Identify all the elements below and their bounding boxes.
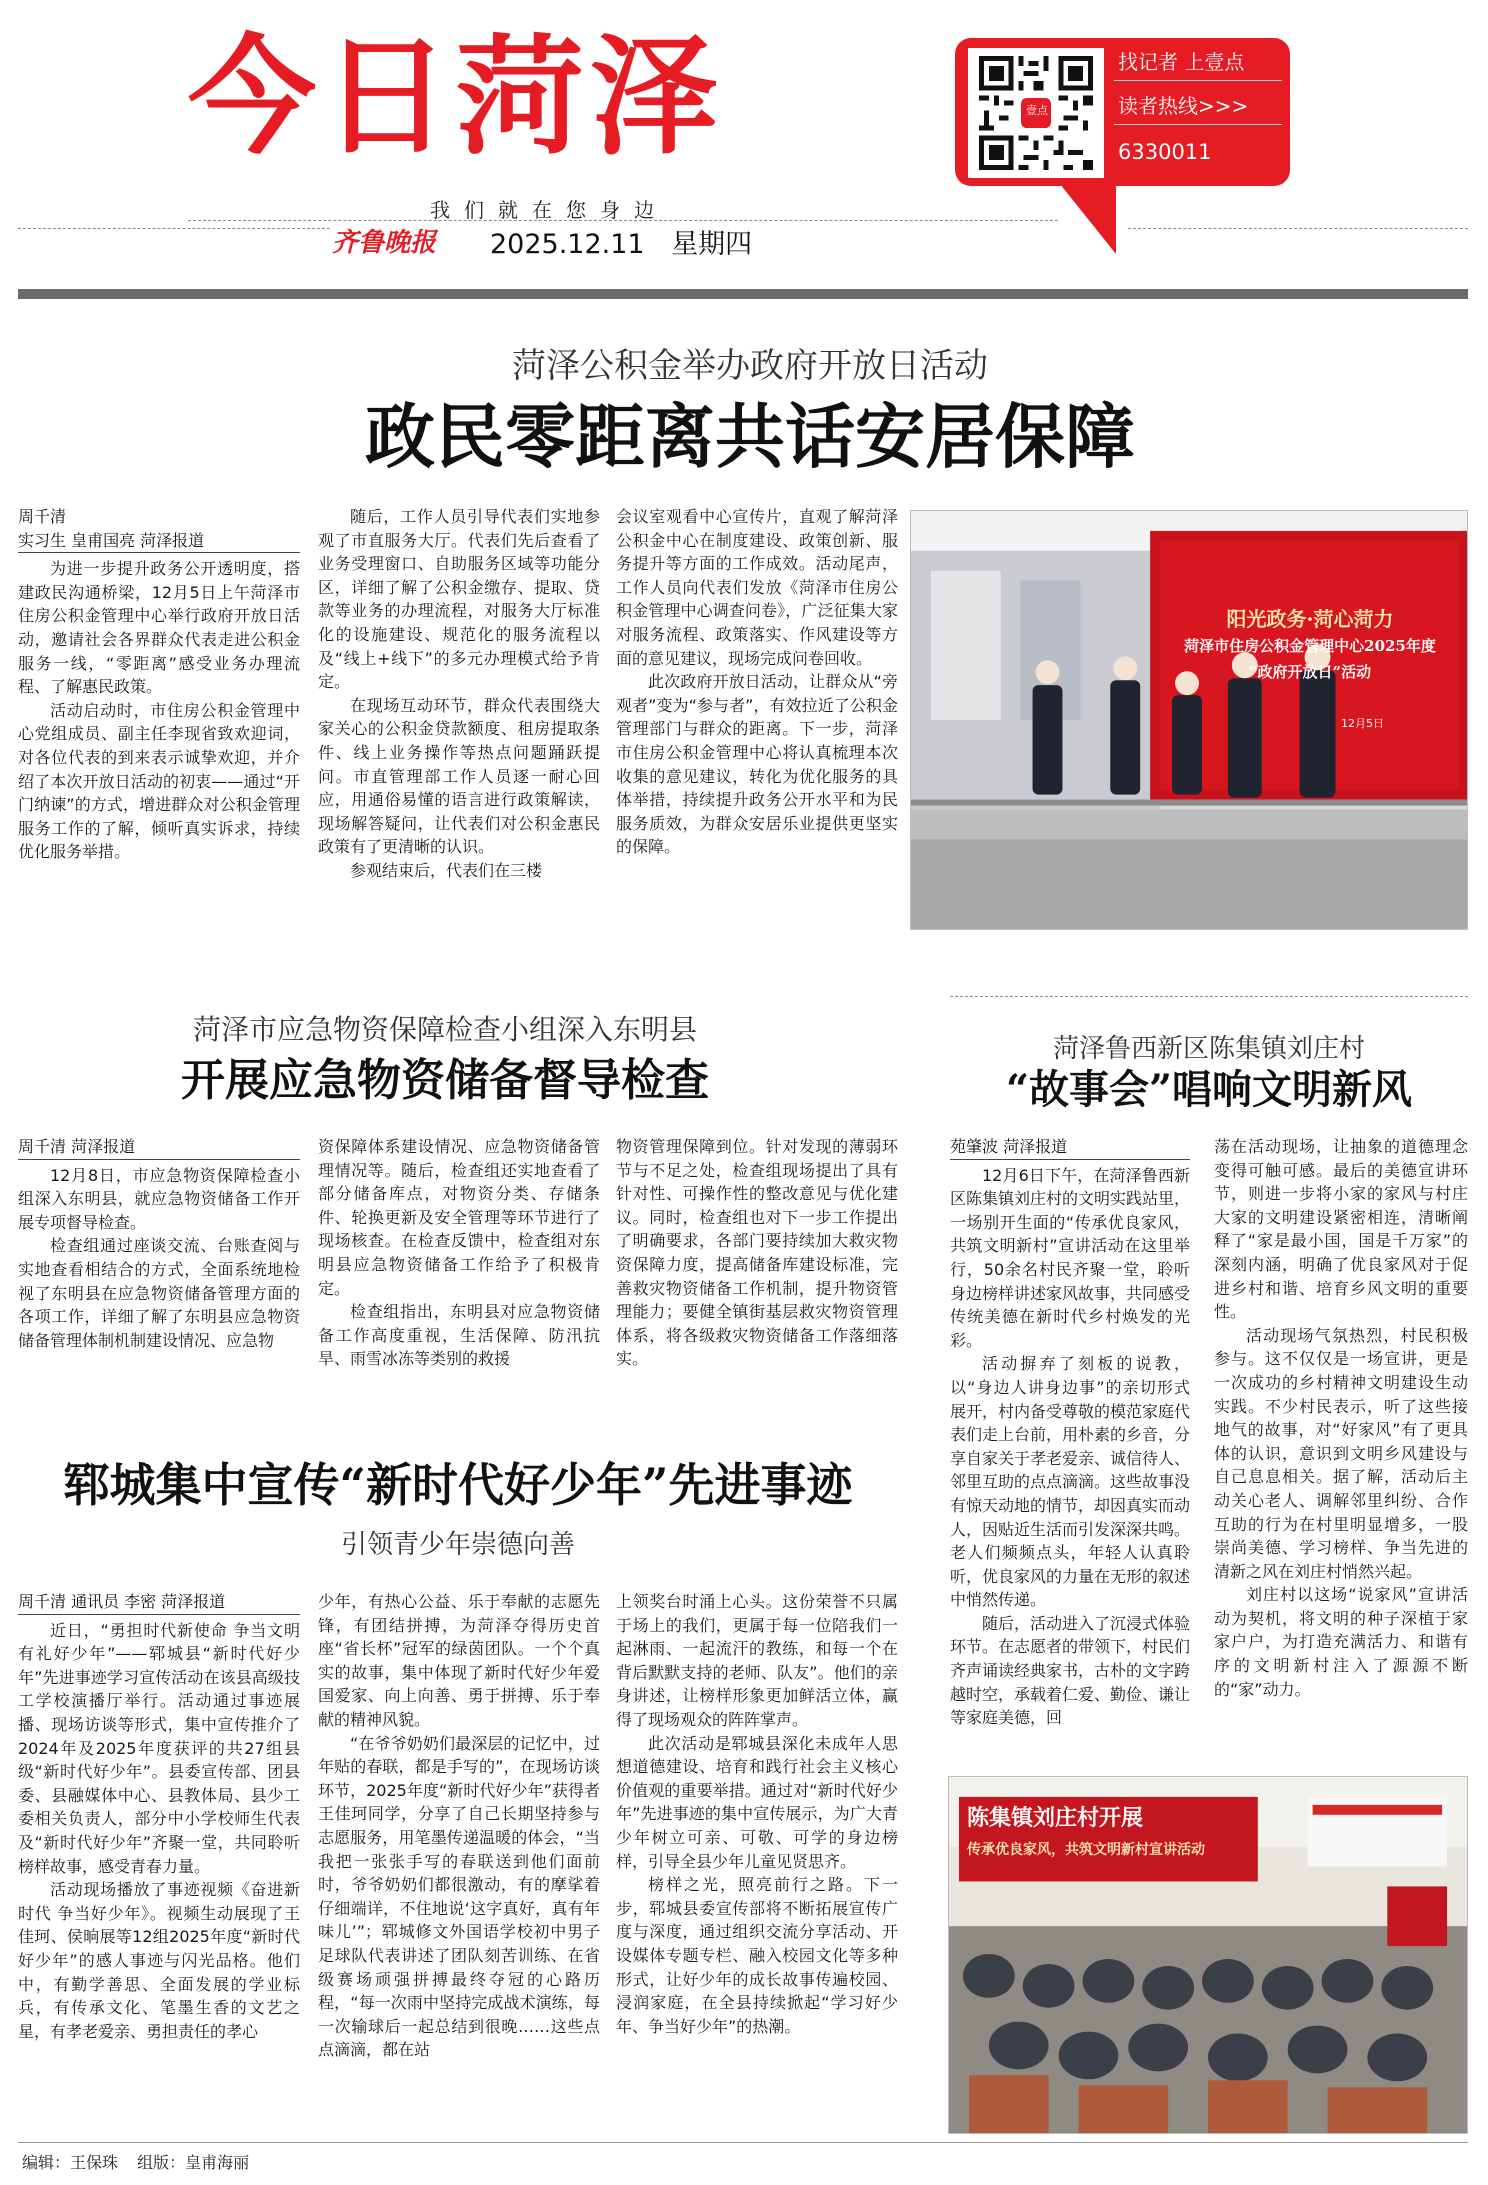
- article1-headline: 政民零距离共话安居保障: [365, 395, 1135, 478]
- article3-column-1: [950, 1135, 1190, 1755]
- article3-column-2: [1214, 1135, 1468, 1755]
- photo-banner-line1: 陈集镇刘庄村开展: [967, 1806, 1144, 1831]
- hotline-label: 读者热线>>>: [1118, 94, 1249, 118]
- masthead-dashed-rule: [188, 220, 1058, 221]
- article3-photo: [948, 1776, 1468, 2134]
- paragraph: 随后，活动进入了沉浸式体验环节。在志愿者的带领下，村民们齐声诵读经典家书，古朴的文字跨越时空，承载着仁爱、勤俭、谦让等家庭美德，回: [950, 1613, 1190, 1728]
- paragraph: 榜样之光，照亮前行之路。下一步，郓城县委宣传部将不断拓展宣传广度与深度，通过组织交流分享活动、开设媒体专题专栏、融入校园文化等多种形式，让好少年的成长故事传遍校园、浸润家庭，在全县持续掀起“学习好少年、争当好少年”的热潮。: [616, 1875, 898, 2036]
- byline-reporter: 周千清 菏泽报道: [18, 1137, 136, 1156]
- article1-column-1: [18, 505, 300, 935]
- byline-reporter: 周千清 通讯员 李密 菏泽报道: [18, 1592, 226, 1611]
- article1-column-2: [318, 505, 600, 935]
- byline-intern: 实习生 皇甫国亮 菏泽报道: [18, 530, 205, 550]
- paragraph: 参观结束后，代表们在三楼: [350, 860, 543, 880]
- article2-column-1: [18, 1135, 300, 1425]
- byline-reporter: 周千清: [18, 507, 67, 526]
- masthead-dashed-rule-right: [1128, 228, 1468, 229]
- article1-photo: [910, 510, 1468, 930]
- photo-banner-line3: “政府开放日”活动: [1248, 663, 1372, 681]
- article3-kicker: 菏泽鲁西新区陈集镇刘庄村: [1052, 1034, 1365, 1064]
- footer-credits: [22, 2150, 422, 2173]
- contact-divider: [1114, 124, 1282, 125]
- hotline-number: 6330011: [1118, 140, 1212, 164]
- paragraph: 资保障体系建设情况、应急物资储备管理情况等。随后，检查组还实地查看了部分储备库点，对物资分类、存储条件、轮换更新及安全管理等环节进行了现场核查。在检查反馈中，检查组对东明县应急物资储备工作给予了积极肯定。: [318, 1137, 600, 1298]
- paragraph: 检查组通过座谈交流、台账查阅与实地查看相结合的方式，全面系统地检视了东明县在应急物资储备管理方面的各项工作，详细了解了东明县应急物资储备管理体制机制建设情况、应急物: [18, 1236, 300, 1350]
- article1-column-3: [616, 505, 898, 935]
- paragraph: 刘庄村以这场“说家风”宣讲活动为契机，将文明的种子深植于家家户户，为打造充满活力、和谐有序的文明新村注入了源源不断的“家”动力。: [1214, 1585, 1468, 1699]
- article3-headline: “故事会”唱响文明新风: [1005, 1066, 1412, 1113]
- article3-byline: [950, 1135, 1190, 1160]
- article2-byline: [18, 1135, 300, 1160]
- article2-column-2: [318, 1135, 600, 1425]
- article4-byline: [18, 1590, 300, 1615]
- paragraph: 此次活动是郓城县深化未成年人思想道德建设、培育和践行社会主义核心价值观的重要举措。通过对“新时代好少年”先进事迹的集中宣传展示，为广大青少年树立可亲、可敬、可学的身边榜样，引导全县少年儿童见贤思齐。: [616, 1733, 898, 1871]
- article4-headline: 郓城集中宣传“新时代好少年”先进事迹: [63, 1458, 853, 1512]
- contact-divider: [1114, 80, 1282, 81]
- paragraph: 会议室观看中心宣传片，直观了解菏泽公积金中心在制度建设、政策创新、服务提升等方面的工作成效。活动尾声，工作人员向代表们发放《菏泽市住房公积金管理中心调查问卷》，广泛征集大家对服务流程、政策落实、作风建设等方面的意见建议，现场完成问卷回收。: [616, 507, 898, 668]
- photo-banner-date: 12月5日: [1341, 717, 1384, 730]
- paragraph: 活动启动时，市住房公积金管理中心党组成员、副主任李现省致欢迎词，对各位代表的到来表示诚挚欢迎，并介绍了本次开放日活动的初衷——通过“开门纳谏”的方式，增进群众对公积金管理服务工作的了解，倾听真实诉求，持续优化服务举措。: [18, 700, 300, 862]
- contact-bubble-tail: [1060, 184, 1116, 254]
- article4-column-3: [616, 1590, 898, 2135]
- footer-rule: [18, 2142, 1468, 2143]
- paragraph: 活动摒弃了刻板的说教，以“身边人讲身边事”的亲切形式展开，村内备受尊敬的模范家庭代表们走上台前，用朴素的乡音，分享自家关于孝老爱亲、诚信待人、邻里互助的点点滴滴。这些故事没有惊天动地的情节，却因真实而动人，因贴近生活而引发深深共鸣。老人们频频点头，年轻人认真聆听，优良家风的力量在无形的叙述中悄然传递。: [950, 1354, 1190, 1610]
- paper-name: 齐鲁晚报: [332, 228, 437, 258]
- paragraph: 上领奖台时涌上心头。这份荣誉不只属于场上的我们，更属于每一位陪我们一起淋雨、一起流汗的教练，和每一个在背后默默支持的老师、队友”。他们的亲身讲述，让榜样形象更加鲜活立体，赢得了现场观众的阵阵掌声。: [616, 1592, 898, 1729]
- masthead-dashed-rule-left: [18, 228, 330, 229]
- article1-kicker: 菏泽公积金举办政府开放日活动: [512, 346, 988, 386]
- section-rule: [950, 996, 1468, 997]
- footer-layout: 组版：皇甫海丽: [137, 2153, 250, 2172]
- article4-subhead: 引领青少年崇德向善: [340, 1530, 575, 1560]
- masthead-bar: [18, 289, 1468, 299]
- paragraph: 此次政府开放日活动，让群众从“旁观者”变为“参与者”，有效拉近了公积金管理部门与群众的距离。下一步，菏泽市住房公积金管理中心将认真梳理本次收集的意见建议，转化为优化服务的具体举措，持续提升政务公开水平和为民服务质效，为群众安居乐业提供更坚实的保障。: [616, 672, 898, 857]
- paragraph: 为进一步提升政务公开透明度，搭建政民沟通桥梁，12月5日上午菏泽市住房公积金管理中心举行政府开放日活动，邀请社会各界群众代表走进公积金服务一线，“零距离”感受业务办理流程、了解惠民政策。: [18, 559, 300, 697]
- photo-banner-line2: 传承优良家风，共筑文明新村宣讲活动: [967, 1842, 1205, 1858]
- paragraph: 近日，“勇担时代新使命 争当文明有礼好少年”——郓城县“新时代好少年”先进事迹学习宣传活动在该县高级技工学校演播厅举行。活动通过事迹展播、现场访谈等形式，集中宣传推介了2024年及2025年度获评的共27组县级“新时代好少年”。县委宣传部、团县委、县融媒体中心、县教体局、县少工委相关负责人，部分中小学校师生代表及“新时代好少年”齐聚一堂，共同聆听榜样故事，感受青春力量。: [18, 1620, 300, 1876]
- qr-badge: 壹点: [1026, 104, 1048, 117]
- article2-headline: 开展应急物资储备督导检查: [181, 1055, 709, 1106]
- masthead-title: 今日菏泽: [188, 28, 725, 168]
- paragraph: 活动现场播放了事迹视频《奋进新时代 争当好少年》。视频生动展现了王佳珂、侯晌展等12组2025年度“新时代好少年”的感人事迹与闪光品格。他们中，有勤学善思、全面发展的学业标兵，有传承文化、笔墨生香的文艺之星，有孝老爱亲、勇担责任的孝心: [18, 1880, 300, 2041]
- byline-reporter: 苑肇波 菏泽报道: [950, 1137, 1068, 1156]
- paragraph: 检查组指出，东明县对应急物资储备工作高度重视，生活保障、防汛抗旱、雨雪冰冻等类别的救援: [318, 1302, 600, 1369]
- paragraph: 荡在活动现场，让抽象的道德理念变得可触可感。最后的美德宣讲环节，则进一步将小家的家风与村庄大家的文明建设紧密相连，清晰阐释了“家是最小国，国是千万家”的深刻内涵，明确了优良家风对于促进乡村和谐、培育乡风文明的重要性。: [1214, 1137, 1468, 1322]
- paragraph: 物资管理保障到位。针对发现的薄弱环节与不足之处，检查组现场提出了具有针对性、可操作性的整改意见与优化建议。同时，检查组也对下一步工作提出了明确要求，各部门要持续加大救灾物资保障力度，提高储备库建设标准，完善救灾物资储备工作机制，提升物资管理能力；要健全镇街基层救灾物资管理体系，将各级救灾物资储备工作落细落实。: [616, 1137, 898, 1369]
- paragraph: 12月8日，市应急物资保障检查小组深入东明县，就应急物资储备工作开展专项督导检查。: [18, 1165, 300, 1232]
- paragraph: 少年，有热心公益、乐于奉献的志愿先锋，有团结拼搏，为菏泽夺得历史首座“省长杯”冠军的绿茵团队。一个个真实的故事，集中体现了新时代好少年爱国爱家、向上向善、勇于拼搏、乐于奉献的精神风貌。: [318, 1592, 600, 1729]
- photo-banner-line2: 菏泽市住房公积金管理中心2025年度: [1184, 637, 1436, 655]
- paragraph: 12月6日下午，在菏泽鲁西新区陈集镇刘庄村的文明实践站里，一场别开生面的“传承优良家风，共筑文明新村”宣讲活动在这里举行，50余名村民齐聚一堂，聆听身边榜样讲述家风故事，共同感受传统美德在新时代乡村焕发的光彩。: [950, 1165, 1190, 1350]
- footer-editor: 编辑：王保珠: [22, 2153, 119, 2172]
- paragraph: 随后，工作人员引导代表们实地参观了市直服务大厅。代表们先后查看了业务受理窗口、自助服务区域等功能分区，详细了解了公积金缴存、提取、贷款等业务的办理流程，对服务大厅标准化的设施建设、规范化的服务流程以及“线上+线下”的多元办理模式给予肯定。: [318, 507, 600, 692]
- article2-kicker: 菏泽市应急物资保障检查小组深入东明县: [192, 1013, 697, 1046]
- article4-column-1: [18, 1590, 300, 2135]
- slogan: 我们就在您身边: [430, 198, 668, 222]
- paragraph: 活动现场气氛热烈，村民积极参与。这不仅仅是一场宣讲，更是一次成功的乡村精神文明建设生动实践。不少村民表示，听了这些接地气的故事，对“好家风”有了更具体的认识，意识到文明乡风建设与自己息息相关。据了解，活动后主动关心老人、调解邻里纠纷、合作互助的行为在村里明显增多，一股崇尚美德、学习榜样、争当先进的清新之风在刘庄村悄然兴起。: [1214, 1325, 1468, 1581]
- paragraph: “在爷爷奶奶们最深层的记忆中，过年贴的春联，都是手写的”，在现场访谈环节，2025年度“新时代好少年”获得者王佳珂同学，分享了自己长期坚持参与志愿服务，用笔墨传递温暖的体会，“当我把一张张手写的春联送到他们面前时，爷爷奶奶们都很激动，有的摩挲着仔细端详，不住地说‘这字真好，真有年味儿’”；郓城修文外国语学校初中男子足球队代表讲述了团队刻苦训练、在省级赛场顽强拼搏最终夺冠的心路历程，“每一次雨中坚持完成战术演练，每一次输球后一起总结到很晚……这些点点滴滴，都在站: [318, 1733, 600, 2060]
- article2-column-3: [616, 1135, 898, 1425]
- issue-date-value: 2025.12.11: [490, 229, 645, 260]
- find-reporter-text: 找记者 上壹点: [1118, 50, 1245, 74]
- article1-byline: [18, 505, 300, 553]
- photo-banner-line1: 阳光政务·菏心菏力: [1226, 607, 1394, 631]
- issue-date: [490, 222, 820, 261]
- article4-column-2: [318, 1590, 600, 2135]
- paragraph: 在现场互动环节，群众代表围绕大家关心的公积金贷款额度、租房提取条件、线上业务操作等热点问题踊跃提问。市直管理部工作人员逐一耐心回应，用通俗易懂的语言进行政策解读，现场解答疑问，让代表们对公积金惠民政策有了更清晰的认识。: [318, 695, 600, 857]
- issue-weekday: 星期四: [671, 229, 753, 260]
